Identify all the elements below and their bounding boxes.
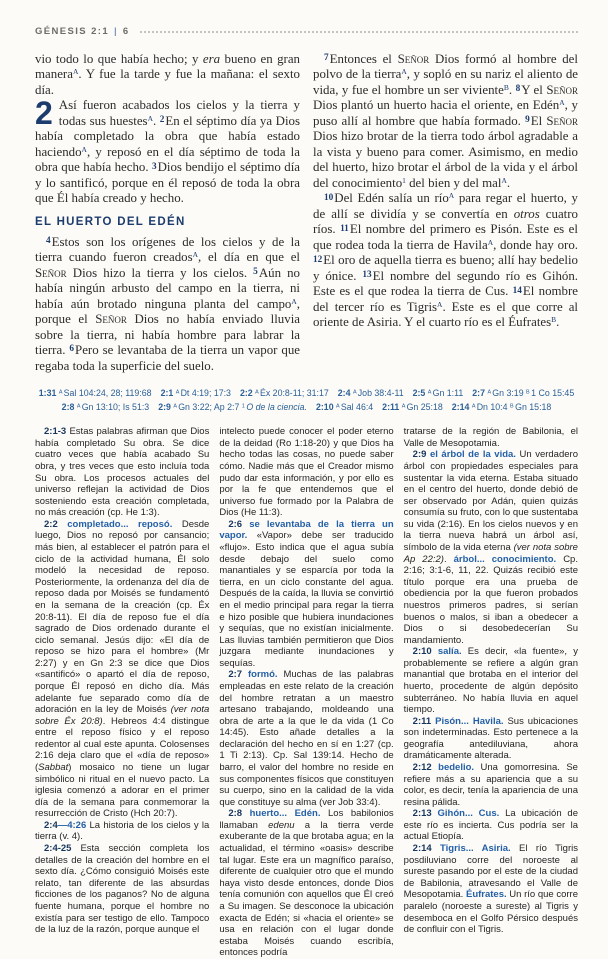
text-segment: Señor	[35, 265, 67, 280]
text-segment: Sal 104:24, 28; 119:68	[63, 388, 152, 398]
running-header	[35, 26, 578, 37]
text-segment: 2:9	[158, 401, 174, 412]
text-segment: 1:31	[38, 388, 59, 398]
crossref-marker: A	[559, 98, 565, 108]
crossref-marker: B	[551, 315, 557, 325]
text-segment: Un verdadero árbol con propiedades especiales para sustentar la vida eterna. Estaba situado en el centro del huerto, donde debió de ser observado por Adán, quien quizás consumía su fruto, con lo que sustentaba su vida (2:16). En los cielos nuevos y en la tierra nueva habrá un árbol así, símbolo de la vida eterna	[403, 449, 578, 554]
text-segment: El río Tigris posdiluviano corre del noroeste al sureste pasando por el este de la ciudad de Babilonia, atravesando el Valle de Mesopotamia.	[403, 843, 578, 901]
bible-paragraph	[35, 235, 300, 374]
text-segment	[443, 402, 452, 412]
study-note	[35, 843, 209, 936]
bible-column-left	[35, 52, 300, 374]
text-segment: vio todo lo que había hecho; y	[35, 52, 203, 66]
text-segment: 2:8	[61, 401, 77, 412]
text-segment: 2:14	[451, 401, 472, 412]
crossref-marker: A	[173, 403, 179, 410]
text-segment: edenu	[268, 819, 295, 831]
text-segment: Dt 4:19; 17:3	[180, 388, 231, 398]
crossref-marker: A	[175, 389, 181, 396]
text-segment: Un río que corre paralelo (noroeste a sureste) al Tigris y desemboca en el Golfo Pérsico después de confluir con el Tigris.	[403, 889, 578, 936]
text-segment: Pero se levantaba de la tierra un vapor que regaba toda la superficie del suelo.	[35, 343, 301, 373]
verse-number: 4	[46, 236, 51, 247]
text-segment: 2:14	[412, 843, 441, 855]
study-note	[404, 843, 578, 936]
crossref-marker: A	[76, 403, 82, 410]
text-segment: En el séptimo día ya Dios había completado la obra que había estado haciendo	[35, 113, 300, 159]
text-segment: Gn 3:22; Ap 2:7	[178, 401, 242, 412]
text-segment: «Vapor» debe ser traducido «flujo». Esto indica que el agua subía desde debajo del suelo como manantiales y se esparcía por toda la tierra, en un ciclo constante del agua. Después de la caída, la lluvia se convirtió en el medio principal para regar la tierra e hizo posible que hubiera inundaciones y sequías, que no existían inicialmente. Las lluvias también permitieron que Dios juzgara mediante inundaciones y sequías.	[219, 530, 394, 669]
text-segment: Estas palabras afirman que Dios había completado Su obra. Se dice cuatro veces que había acabado Su obra, y tres veces que esto incluía toda Su obra. Los procesos actuales del universo reflejan la actividad de Dios sosteniendo esta creación completada, no más creación (cp. He 1:3).	[35, 426, 210, 519]
text-segment: La historia de los cielos y la tierra (v. 4).	[35, 819, 210, 843]
crossref-marker: 1	[402, 175, 406, 185]
text-segment: Esta sección completa los detalles de la creación del hombre en el sexto día. ¿Cómo consiguió Moisés este relato, tan diferente de las absurdas ficciones de los paganos? No de alguna fuente humana, porque el hombre no existía para ser testigo de ello. Tampoco de la luz de la razón, porque aunque el	[35, 843, 210, 936]
cross-reference-line	[35, 387, 578, 401]
text-segment: completado... reposó.	[67, 518, 182, 530]
cross-reference-line	[35, 401, 578, 415]
text-segment: 2:13	[412, 808, 438, 820]
text-segment: El nombre del primero es Pisón. Este es el que rodea toda la tierra de Havila	[313, 222, 578, 252]
text-segment: 2:7	[228, 669, 248, 681]
study-note	[35, 519, 209, 820]
text-segment: Aún no había ningún arbusto del campo en la tierra, ni había aún brotado ninguna planta del campo	[35, 265, 300, 311]
text-segment: Y el	[521, 82, 547, 97]
study-note	[35, 820, 209, 843]
crossref-marker: A	[352, 389, 358, 396]
text-segment: Dios formó al hombre del polvo de la tierra	[313, 52, 578, 82]
text-segment	[463, 388, 472, 398]
verse-number: 2	[159, 115, 165, 126]
text-segment: .	[556, 315, 560, 330]
text-segment: Tigris... Asiria.	[440, 843, 520, 855]
text-segment	[231, 388, 240, 398]
study-note	[219, 669, 393, 808]
text-segment: 2:9	[412, 449, 430, 461]
text-segment: El nombre del tercer río es Tigris	[313, 284, 579, 314]
text-segment: Éufrates.	[465, 889, 510, 901]
text-segment: .	[506, 175, 511, 190]
study-note	[219, 519, 393, 670]
text-segment: bueno en gran manera	[35, 52, 300, 82]
notes-column-3	[404, 426, 578, 959]
text-segment: Dios bendijo el séptimo día y lo santificó, porque en él reposó de toda la obra que Él había creado y hecho.	[35, 160, 300, 206]
verse-number: 13	[362, 270, 372, 281]
text-segment: a la tierra verde exuberante de la que brotaba agua; en la actualidad, el término «oasis» describe tal lugar. Este era un magnífico paraíso, diferente de cualquier otro que el mundo haya visto desde entonces, donde Dios tenía comunión con aquellos que Él creó a Su imagen. Se desconoce la ubicación exacta de Edén; si «hacia el oriente» se usa en relación con el lugar donde estaba Moisés cuando escribía, entonces podría	[219, 819, 394, 959]
text-segment: Señor	[95, 312, 127, 327]
crossref-marker: A	[471, 403, 477, 410]
text-segment: Gihón... Cus.	[437, 808, 506, 820]
crossref-marker: A	[401, 67, 407, 77]
text-segment: 2:7	[472, 388, 488, 398]
text-segment	[307, 402, 316, 412]
crossref-marker: A	[58, 389, 64, 396]
study-notes	[35, 426, 578, 959]
text-segment: 2:5	[412, 388, 428, 398]
text-segment: , donde hay oro.	[493, 237, 578, 252]
text-segment: , porque el	[35, 296, 300, 327]
text-segment: El	[530, 113, 547, 128]
text-segment: , y sopló en su nariz el aliento de vida, y fue el hombre un ser viviente	[313, 67, 578, 97]
text-segment: . Este es el que corre al oriente de Asiria. Y el cuarto río es el Éufrates	[313, 299, 578, 330]
crossref-marker: A	[437, 299, 443, 309]
text-segment: otros	[513, 206, 540, 221]
text-segment: Dios plantó un huerto hacia el oriente, en Edén	[313, 98, 560, 113]
text-segment: 2:4	[44, 819, 58, 831]
verse-number: 10	[324, 192, 334, 203]
crossref-marker: A	[72, 67, 79, 77]
text-segment: Sus ubicaciones son indeterminadas. Esto pertenece a la geografía antediluviana, ahora dramáticamente alterada.	[403, 715, 578, 762]
text-segment: 2:11	[412, 715, 436, 727]
text-segment: bedelio.	[438, 762, 481, 774]
notes-column-1	[35, 426, 209, 959]
text-segment: .	[508, 82, 516, 97]
study-note	[404, 762, 578, 808]
running-head-reference: GÉNESIS 2:1	[35, 26, 110, 37]
text-segment	[404, 388, 413, 398]
text-segment: cuatro ríos.	[313, 206, 578, 237]
text-segment: , y reposó en el día séptimo de toda la obra que había hecho.	[35, 144, 300, 175]
text-segment: 2:2	[44, 518, 68, 530]
crossref-marker: A	[448, 191, 455, 201]
text-segment: .	[443, 553, 454, 565]
text-segment: era	[202, 52, 221, 66]
chapter-number-dropcap: 2	[35, 95, 53, 132]
header-separator: |	[114, 26, 118, 37]
text-segment: Gn 3:19	[492, 388, 527, 398]
header-dotted-rule	[140, 30, 578, 33]
text-segment: O de la ciencia.	[246, 401, 307, 412]
text-segment: tratarse de la región de Babilonia, el Valle de Mesopotamia.	[403, 426, 578, 449]
text-segment: Pisón... Havila.	[435, 715, 508, 727]
verse-number: 7	[324, 53, 329, 64]
notes-column-2	[219, 426, 393, 959]
text-segment: Dios hizo brotar de la tierra todo árbol agradable a la vista y bueno para comer. Asimismo, en medio del huerto, hizo brotar el árbol de la vida y el árbol del conocimiento	[313, 129, 578, 190]
study-note	[404, 426, 578, 449]
text-segment: Gn 15:18	[515, 401, 552, 412]
text-segment: ) mosaico no tiene un lugar simbólico ni ritual en el nuevo pacto. La iglesia comenzó a adorar en el primer día de la semana para conmemorar la resurrección de Cristo (Hch 20:7).	[35, 762, 210, 820]
study-note	[219, 426, 393, 519]
text-segment	[152, 388, 161, 398]
text-segment: 2:1	[160, 388, 176, 398]
text-segment: Así fueron acabados los cielos y la tierra y todas sus huestes	[58, 98, 300, 128]
text-segment	[149, 402, 158, 412]
study-note	[219, 808, 393, 959]
verse-number: 8	[515, 84, 521, 95]
text-segment: 2:12	[412, 762, 439, 774]
crossref-marker: B	[526, 389, 532, 396]
study-note	[404, 716, 578, 762]
study-note	[404, 646, 578, 715]
text-segment: (ver nota sobre Éx 20:8)	[35, 704, 210, 727]
text-segment: huerto... Edén.	[249, 808, 328, 820]
text-segment: Señor	[546, 82, 578, 97]
verse-number: 9	[525, 115, 530, 126]
crossref-marker: B	[509, 403, 516, 410]
text-segment	[329, 388, 338, 398]
cross-references	[35, 387, 578, 414]
text-segment: el árbol de la vida.	[429, 449, 520, 461]
text-segment: formó.	[247, 669, 284, 681]
crossref-marker: A	[487, 389, 493, 396]
crossref-marker: A	[147, 113, 153, 123]
text-segment: Gn 1:11	[432, 388, 464, 398]
bible-paragraph	[313, 52, 578, 191]
text-segment: . Hebreos 4:4 distingue entre el reposo físico y el reposo redentor al cual este apunta. Colosenses 2:16 deja claro que el «día de reposo» (	[35, 715, 210, 774]
text-segment: 1 Co 15:45	[531, 388, 575, 398]
text-segment: 2:8	[228, 808, 250, 820]
crossref-marker: A	[427, 389, 433, 396]
text-segment: 2:1-3	[44, 426, 70, 438]
text-segment: 2:4-25	[44, 843, 81, 855]
bible-paragraph	[35, 95, 300, 206]
verse-number: 5	[253, 267, 258, 278]
text-segment: Sal 46:4	[340, 401, 374, 412]
section-heading: EL HUERTO DEL EDÉN	[35, 215, 186, 228]
verse-number: 11	[340, 223, 349, 234]
text-segment: Gn 25:18	[406, 401, 443, 412]
text-segment: —4:26	[57, 819, 90, 831]
text-segment: se levantaba de la tierra un vapor.	[219, 518, 394, 542]
bible-column-right	[313, 52, 578, 374]
bible-text	[35, 52, 578, 374]
bible-paragraph	[313, 191, 578, 330]
text-segment: 2:2	[239, 388, 256, 398]
text-segment: .	[152, 113, 160, 128]
crossref-marker: A	[401, 403, 407, 410]
crossref-marker: A	[501, 175, 507, 185]
crossref-marker: 1	[241, 403, 247, 410]
text-segment: 2:6	[228, 518, 250, 530]
text-segment: Desde luego, Dios no reposó por cansancio; más bien, al establecer el patrón para el ciclo de la actividad humana, Él solo modeló la necesidad de reposo. Posteriormente, la ordenanza del día de reposo dada por Moisés se fundamentó en la semana de la creación (cp. Éx 20:8-11). El día de reposo fue el día sagrado de Dios ordenado durante el ciclo semanal. Jesús dijo: «El día de reposo se hizo para el hombre» (Mr 2:27) y en Gn 2:3 se dice que Dios «santificó» o apartó el día de reposo, porque Él reposó en dicho día. Más adelante fue separado como día de adoración en la ley de Moisés	[35, 518, 210, 716]
text-segment: intelecto puede conocer el poder eterno de la deidad (Ro 1:18-20) y que Dios ha hecho todas las cosas, no puede saber cómo. Nadie más que el Creador mismo pudo dar esta información, y por ello es por la fe que entendemos que el universo fue formado por la Palabra de Dios (He 11:3).	[219, 426, 394, 519]
crossref-marker: A	[255, 389, 260, 396]
bible-paragraph	[35, 52, 300, 98]
text-segment: El oro de aquella tierra es bueno; allí hay bedelio y ónice.	[313, 253, 578, 283]
text-segment	[373, 402, 382, 412]
text-segment: Dios no había enviado lluvia sobre la tierra, ni había hombre para labrar la tierra.	[35, 312, 300, 358]
text-segment: Señor	[546, 113, 578, 128]
text-segment: , y puso allí al hombre que había formado.	[313, 98, 578, 128]
text-segment: Los babilonios llamaban	[219, 808, 394, 831]
text-segment: Del Edén salía un río	[334, 191, 449, 206]
text-segment: Cp. 2:16; 3:1-6, 11, 22. Quizás recibió este título porque era una prueba de obediencia por la que fueron probados nuestros primeros padres, si serían buenos o malos, si iban a obedecer a Dios o si desobedecerían Su mandamiento.	[403, 553, 578, 646]
text-segment: . Y fue la tarde y fue la mañana: el sexto día.	[35, 67, 300, 97]
text-segment: del bien y del mal	[405, 175, 502, 190]
text-segment: salía.	[437, 646, 468, 658]
text-segment: El nombre del segundo río es Gihón. Este es el que rodea la tierra de Cus.	[313, 268, 578, 299]
text-segment: Gn 13:10; Is 51:3	[81, 401, 150, 412]
text-segment: , el día en que el	[198, 250, 300, 265]
verse-number: 3	[151, 161, 157, 172]
text-segment: Éx 20:8-11; 31:17	[259, 388, 329, 398]
text-segment: 2:11	[382, 401, 402, 412]
text-segment: Dios hizo la tierra y los cielos.	[66, 265, 254, 280]
text-segment: Es decir, «la fuente», y probablemente se refiere a algún gran manantial que brotaba en el interior del huerto, procedente de algún depósito subterráneo. No había lluvia en aquel tiempo.	[403, 646, 578, 716]
crossref-marker: B	[503, 82, 509, 92]
text-segment: Una gomorresina. Se refiere más a su apariencia que a su color, es decir, tenía la apariencia de una resina pálida.	[403, 762, 578, 808]
crossref-marker: A	[192, 250, 199, 260]
crossref-marker: A	[336, 403, 341, 410]
text-segment: Job 38:4-11	[357, 388, 404, 398]
text-segment: 2:10	[412, 646, 438, 658]
crossref-marker: A	[291, 296, 297, 306]
page-number: 6	[122, 26, 130, 37]
study-note	[404, 449, 578, 646]
crossref-marker: A	[81, 144, 87, 154]
text-segment: Entonces el	[329, 52, 398, 66]
text-segment: Sabbat	[38, 762, 69, 774]
text-segment: árbol... conocimiento.	[453, 553, 564, 565]
text-segment: Estos son los orígenes de los cielos y de la tierra cuando fueron creados	[35, 234, 300, 265]
text-segment: Muchas de las palabras empleadas en este relato de la creación del hombre retratan a un maestro artesano trabajando, moldeando una obra de arte a la que le da vida (1 Co 14:45). Esto añade detalles a la declaración del hecho en sí en 1:27 (cp. 1 Ti 2:13). Cp. Sal 139:14. Hecho de barro, el valor del hombre no reside en sus componentes físicos que constituyen su cuerpo, sino en la calidad de la vida que constituye su alma (ver Job 33:4).	[219, 669, 394, 808]
text-segment: Dn 10:4	[476, 401, 510, 412]
text-segment: (ver nota sobre Ap 22:2)	[403, 542, 578, 565]
text-segment: La ubicación de este río es incierta. Cus podría ser la actual Etiopía.	[403, 808, 578, 843]
text-segment: 2:4	[337, 388, 353, 398]
verse-number: 6	[69, 344, 75, 355]
verse-number: 14	[512, 285, 522, 296]
verse-number: 12	[313, 254, 323, 265]
study-note	[35, 426, 209, 519]
text-segment: para regar el huerto, y de allí se dividía y se convertía en	[313, 191, 579, 221]
text-segment: Señor	[397, 52, 430, 66]
study-note	[404, 808, 578, 843]
crossref-marker: A	[487, 237, 494, 247]
text-segment: 2:10	[315, 401, 337, 412]
